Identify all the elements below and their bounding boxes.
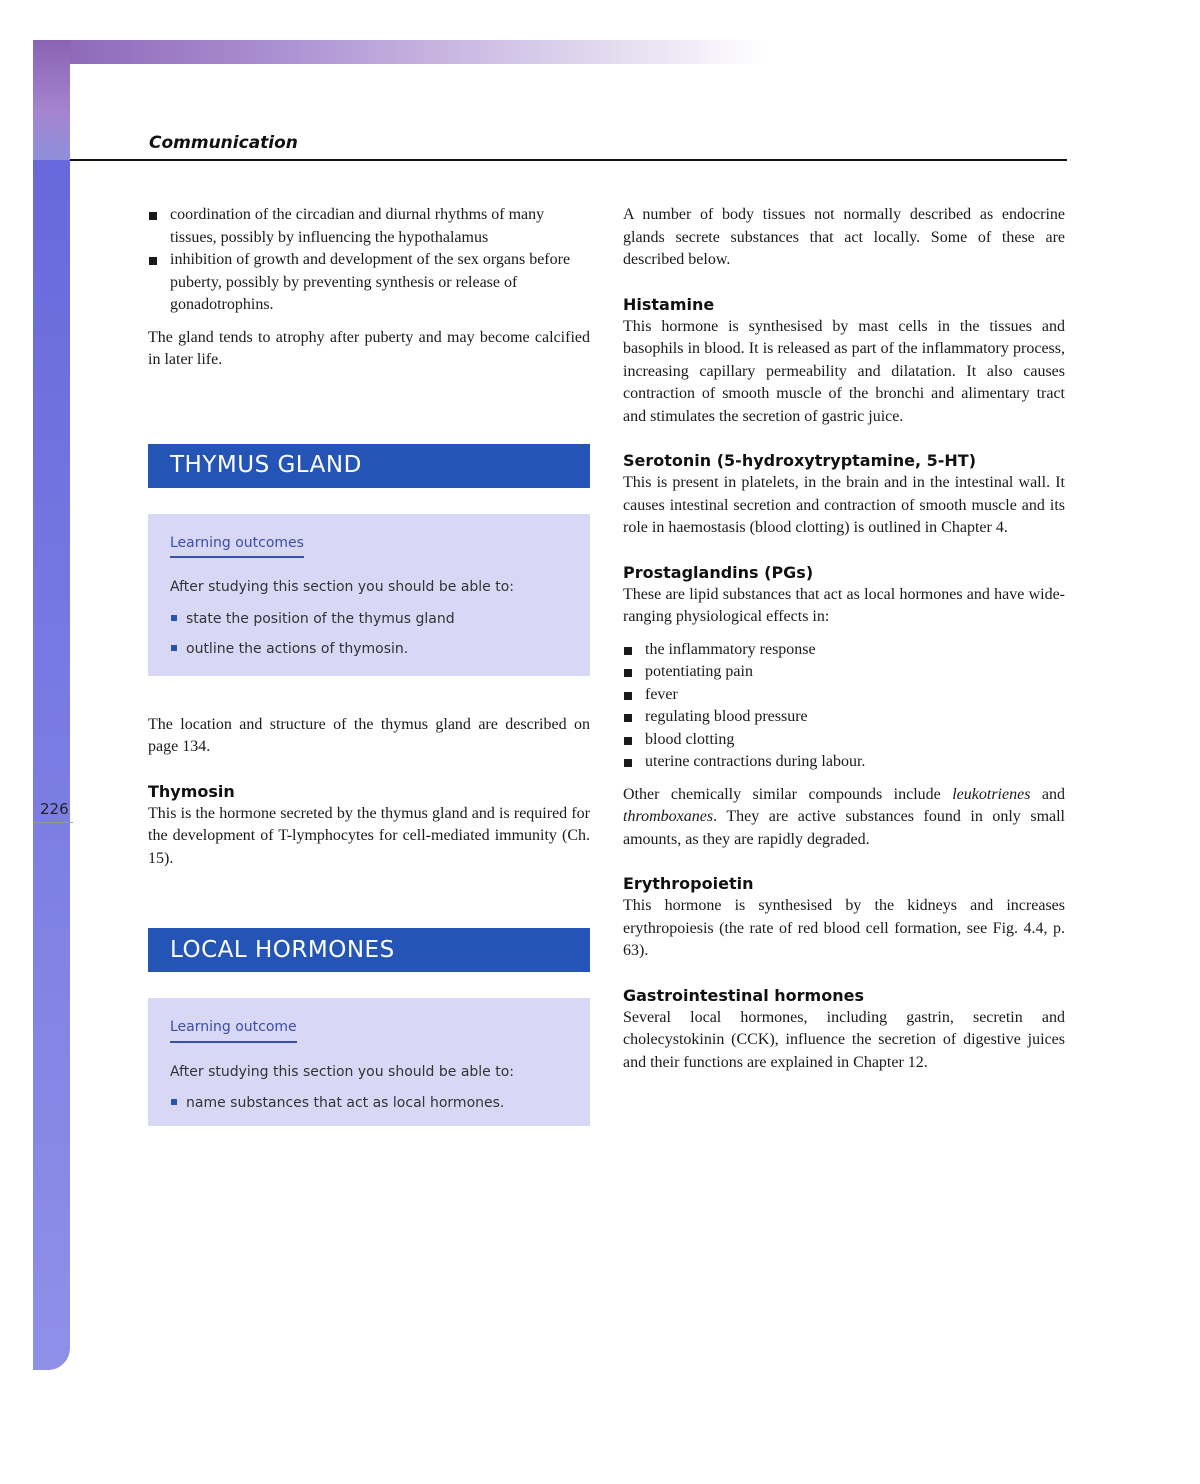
heading-thymosin: Thymosin — [148, 781, 235, 801]
paragraph-histamine: This hormone is synthesised by mast cells in the tissues and basophils in blood. It is released as part of the inflammatory process, increasing capillary permeability and dilatation. It also causes contraction of smooth muscle of the bronchi and alimentary tract and stimulates the secretion of gastric juice. — [623, 317, 1065, 425]
prostaglandin-effects-list — [623, 639, 1065, 774]
outcome-item: outline the actions of thymosin. — [170, 639, 568, 659]
right-column — [623, 204, 1065, 1074]
outcomes-intro: After studying this section you should be able to: — [170, 579, 515, 595]
heading-erythropoietin: Erythropoietin — [623, 874, 754, 893]
outcome-item: name substances that act as local hormones. — [170, 1093, 568, 1113]
page-corner — [70, 64, 100, 94]
local-hormones-section — [148, 928, 590, 1126]
outcomes-intro: After studying this section you should be able to: — [170, 1063, 515, 1080]
list-item: fever — [623, 684, 1065, 707]
heading-gastrointestinal: Gastrointestinal hormones — [623, 985, 864, 1005]
list-item: blood clotting — [623, 729, 1065, 752]
list-item: potentiating pain — [623, 661, 1065, 684]
section-title-local-hormones: LOCAL HORMONES — [148, 928, 590, 972]
learning-outcomes-box-local — [148, 998, 590, 1126]
list-item: inhibition of growth and development of the sex organs before puberty, possibly by preventing synthesis or release of gonadotrophins. — [148, 249, 590, 317]
left-column — [148, 204, 590, 1126]
text-run: . They are active substances found in only small amounts, as they are rapidly degraded. — [623, 808, 1065, 848]
outcomes-title: Learning outcomes — [170, 532, 304, 559]
side-decorative-band-upper — [33, 40, 70, 160]
list-item: uterine contractions during labour. — [623, 751, 1065, 774]
term-leukotrienes: leukotrienes — [952, 785, 1031, 803]
outcomes-list — [170, 609, 568, 659]
paragraph-prostaglandins: These are lipid substances that act as local hormones and have wide-ranging physiological effects in: — [623, 585, 1065, 625]
text-run: and — [1030, 785, 1065, 803]
heading-serotonin: Serotonin (5-hydroxytryptamine, 5-HT) — [623, 451, 977, 470]
section-title-thymus: THYMUS GLAND — [148, 444, 590, 488]
term-thromboxanes: thromboxanes — [623, 808, 714, 825]
list-item: coordination of the circadian and diurnal rhythms of many tissues, possibly by influencing the hypothalamus — [148, 204, 590, 249]
paragraph-intro: A number of body tissues not normally described as endocrine glands secrete substances that act locally. Some of these are described below. — [623, 206, 1065, 268]
list-item: regulating blood pressure — [623, 706, 1065, 729]
paragraph-serotonin: This is present in platelets, in the brain and in the intestinal wall. It causes intestinal secretion and contraction of smooth muscle and its role in haemostasis (blood clotting) is outlined in Chapter 4. — [623, 474, 1065, 536]
side-decorative-band — [33, 160, 70, 1370]
outcome-item: state the position of the thymus gland — [170, 609, 568, 629]
top-decorative-band — [33, 40, 770, 64]
heading-prostaglandins: Prostaglandins (PGs) — [623, 562, 814, 582]
outcomes-title: Learning outcome — [170, 1016, 297, 1043]
thymus-section — [148, 444, 590, 871]
heading-histamine: Histamine — [623, 294, 715, 314]
paragraph-location: The location and structure of the thymus gland are described on page 134. — [148, 715, 590, 755]
running-head: Communication — [149, 133, 298, 153]
list-item: the inflammatory response — [623, 639, 1065, 662]
header-rule — [70, 159, 1067, 161]
text-run: Other chemically similar compounds include — [623, 785, 953, 803]
paragraph-erythropoietin: This hormone is synthesised by the kidneys and increases erythropoiesis (the rate of red blood cell formation, see Fig. 4.4, p. 63). — [623, 897, 1065, 959]
page-number-rule — [33, 822, 73, 823]
paragraph-atrophy: The gland tends to atrophy after puberty and may become calcified in later life. — [148, 328, 590, 368]
paragraph-other-compounds — [623, 784, 1065, 852]
paragraph-thymosin: This is the hormone secreted by the thymus gland and is required for the development of T-lymphocytes for cell-mediated immunity (Ch. 15). — [148, 804, 590, 867]
paragraph-gastrointestinal: Several local hormones, including gastrin, secretin and cholecystokinin (CCK), influence the secretion of digestive juices and their functions are explained in Chapter 12. — [623, 1008, 1065, 1071]
pineal-effects-list — [148, 204, 590, 317]
outcomes-list — [170, 1093, 568, 1113]
learning-outcomes-box-thymus — [148, 514, 590, 676]
page-number: 226 — [40, 800, 69, 818]
